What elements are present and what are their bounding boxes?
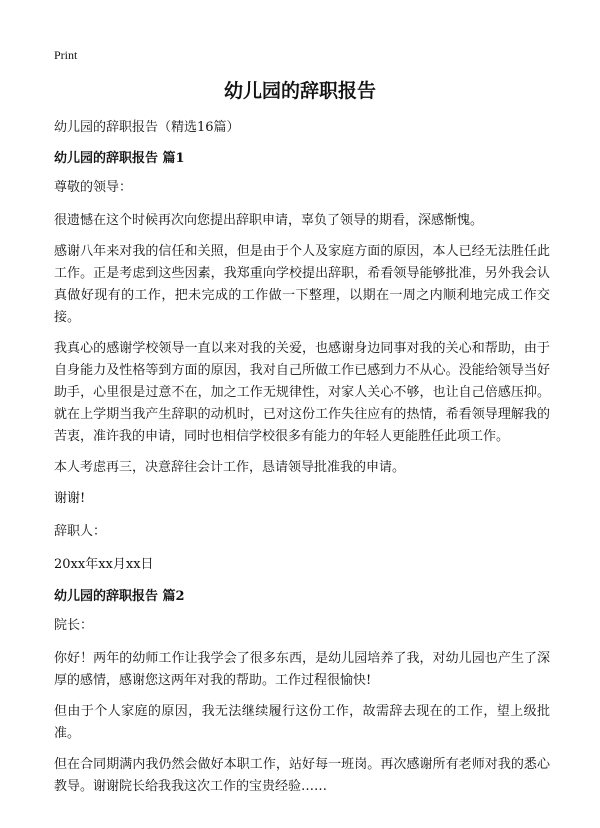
thanks-line: 谢谢! — [54, 491, 86, 506]
paragraph: 但由于个人家庭的原因，我无法继续履行这份工作，故需辞去现在的工作，望上级批准。 — [54, 704, 550, 741]
paragraph: 感谢八年来对我的信任和关照，但是由于个人及家庭方面的原因，本人已经无法胜任此工作。正是考虑到这些因素，我郑重向学校提出辞职，希看领导能够批准，另外我会认真做好现有的工作，把未完成的工作做一下整理，以期在一周之内顺利地完成工作交接。 — [54, 244, 550, 325]
paragraph: 但在合同期满内我仍然会做好本职工作，站好每一班岗。再次感谢所有老师对我的悉心教导。谢谢院长给我我这次工作的宝贵经验…… — [54, 757, 550, 794]
document-body — [54, 118, 550, 807]
section-heading-2: 幼儿园的辞职报告 篇2 — [54, 589, 185, 604]
section-heading-1: 幼儿园的辞职报告 篇1 — [54, 151, 185, 166]
date-line: 20xx年xx月xx日 — [54, 557, 154, 572]
paragraph: 我真心的感谢学校领导一直以来对我的关爱，也感谢身边同事对我的关心和帮助，由于自身能力及性格等到方面的原因，我对自己所做工作已感到力不从心。没能给领导当好助手，心里很是过意不在，加之工作无规律性，对家人关心不够，也让自己倍感压抑。就在上学期当我产生辞职的动机时，已对这份工作失往应有的热情，希看领导理解我的苦衷，准许我的申请，同时也相信学校很多有能力的年轻人更能胜任此项工作。 — [54, 341, 550, 444]
paragraph: 很遗憾在这个时候再次向您提出辞职申请，辜负了领导的期看，深感惭愧。 — [54, 213, 484, 228]
document-subtitle: 幼儿园的辞职报告（精选16篇） — [54, 120, 240, 135]
paragraph: 你好！两年的幼师工作让我学会了很多东西，是幼儿园培养了我，对幼儿园也产生了深厚的感情，感谢您这两年对我的帮助。工作过程很愉快! — [54, 651, 550, 688]
salutation: 尊敬的领导： — [54, 180, 133, 195]
document-title: 幼儿园的辞职报告 — [223, 80, 376, 102]
salutation: 院长： — [54, 618, 94, 633]
print-label: Print — [54, 48, 78, 62]
signer-line: 辞职人： — [54, 524, 107, 539]
paragraph: 本人考虑再三，决意辞往会计工作，恳请领导批准我的申请。 — [54, 460, 406, 475]
